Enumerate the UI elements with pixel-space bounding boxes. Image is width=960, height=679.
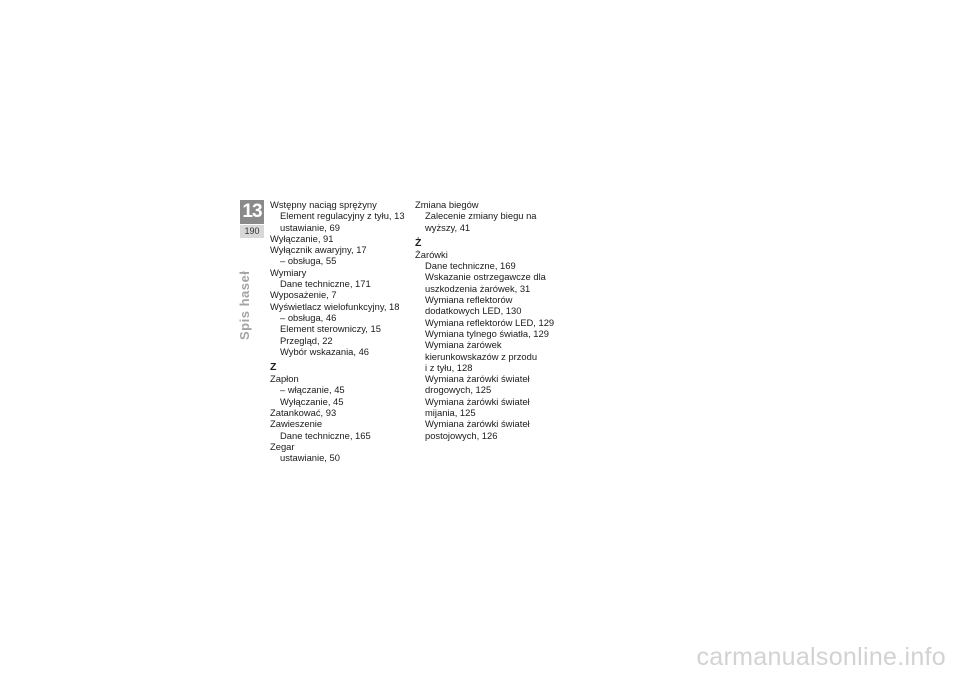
index-entry (270, 441, 405, 464)
index-term: Wyłączanie, 91 (270, 232, 334, 244)
index-entry (270, 244, 405, 267)
index-entry (270, 267, 405, 290)
index-subentry: Dane techniczne, 171 (280, 278, 371, 290)
index-subentry: – obsługa, 46 (280, 311, 337, 323)
index-entry (270, 418, 405, 441)
index-subentry: Wymiana tylnego światła, 129 (425, 327, 549, 339)
index-entry (270, 289, 405, 300)
index-entry (270, 199, 405, 233)
page-number: 190 (240, 225, 264, 238)
index-subentry: Wymiana żarówki świateł (425, 373, 530, 385)
index-term: Zapłon (270, 373, 299, 385)
index-entry (270, 373, 405, 407)
index-entry (270, 407, 405, 418)
index-column-left (270, 199, 405, 464)
index-subentry: Wymiana żarówki świateł (425, 395, 530, 407)
index-entry (270, 233, 405, 244)
chapter-title: Spis haseł (237, 270, 252, 340)
index-entry (415, 199, 554, 233)
index-subentry: – włączanie, 45 (280, 384, 345, 396)
index-term: Zmiana biegów (415, 199, 479, 210)
index-term: Zawieszenie (270, 418, 323, 430)
index-term: Żarówki (415, 248, 448, 260)
index-subentry: drogowych, 125 (425, 384, 492, 396)
index-subentry: Element sterowniczy, 15 (280, 323, 381, 335)
index-column-right (415, 199, 554, 441)
index-term: Wstępny naciąg sprężyny (270, 199, 377, 210)
index-subentry: Wyłączanie, 45 (280, 395, 344, 407)
index-subentry: Wybór wskazania, 46 (280, 345, 370, 357)
index-subentry: Dane techniczne, 169 (425, 260, 516, 272)
index-term: Wyłącznik awaryjny, 17 (270, 244, 367, 256)
index-subentry: Wymiana reflektorów LED, 129 (425, 316, 555, 328)
chapter-number: 13 (242, 201, 262, 222)
index-letter-heading: Ż (415, 236, 422, 249)
index-entry (270, 301, 405, 357)
watermark: carmanualsonline.info (696, 643, 946, 671)
index-subentry: Wymiana żarówki świateł (425, 418, 530, 430)
index-term: Zatankować, 93 (270, 407, 337, 419)
index-letter-heading: Z (270, 361, 277, 374)
chapter-tab (240, 200, 264, 238)
index-subentry: Element regulacyjny z tyłu, 13 (280, 210, 405, 222)
index-term: Wymiary (270, 266, 307, 278)
index-subentry: Wskazanie ostrzegawcze dla (425, 271, 546, 283)
index-subentry: uszkodzenia żarówek, 31 (425, 282, 531, 294)
index-subentry: Przegląd, 22 (280, 334, 333, 346)
index-subentry: Dane techniczne, 165 (280, 429, 371, 441)
index-subentry: ustawianie, 69 (280, 221, 340, 233)
index-entry (415, 249, 554, 441)
index-subentry: dodatkowych LED, 130 (425, 305, 522, 317)
index-subentry: kierunkowskazów z przodu (425, 350, 538, 362)
index-subentry: Wymiana żarówek (425, 339, 502, 351)
index-subentry: – obsługa, 55 (280, 255, 337, 267)
index-subentry: Wymiana reflektorów (425, 294, 513, 306)
index-subentry: postojowych, 126 (425, 429, 498, 441)
index-subentry: ustawianie, 50 (280, 452, 340, 464)
index-subentry: mijania, 125 (425, 407, 476, 419)
index-subentry: i z tyłu, 128 (425, 361, 473, 373)
index-term: Wyposażenie, 7 (270, 289, 337, 301)
index-subentry: wyższy, 41 (425, 221, 471, 233)
index-subentry: Zalecenie zmiany biegu na (425, 210, 537, 222)
index-term: Zegar (270, 440, 295, 452)
index-term: Wyświetlacz wielofunkcyjny, 18 (270, 300, 400, 312)
